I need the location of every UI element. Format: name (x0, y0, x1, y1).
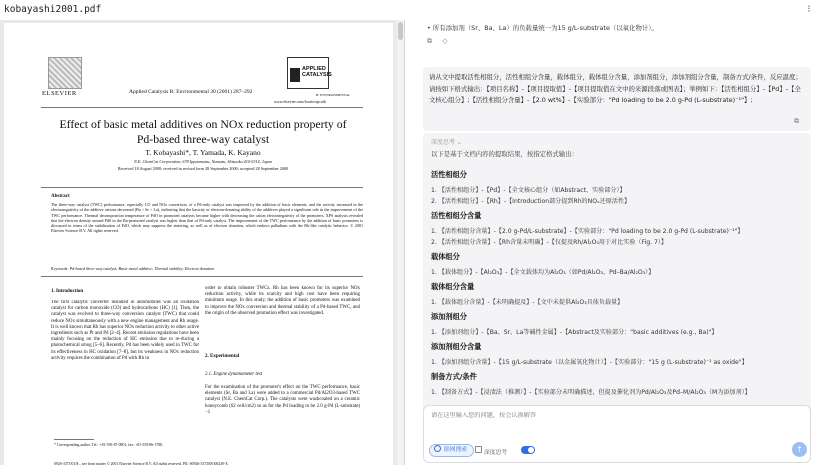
abstract-text: The three-way catalyst (TWC) performance, especially CO and NOx conversion, of a Pd-only catalyst was improved by the addition of basic elements, and the activity increased in the electronegativity of the additive cations decreased (Ba > Sr > La), indicating that the basicity or electron-donating ability of the additives played a significant role in the improvement of the TWC performance. Thermal decomposition temperature of PdO in promoted catalysts became higher with decreasing the cation electronegativity of the promoters. XPS analysis revealed that the electron density around Pd0 in the Ba-promoted catalyst was higher than that of Pd-only catalyst. The improvement of the TWC performance by the addition of basic promoters is discussed in terms of the stabilization of PdO, which may suppress the sintering, as well as of electron donation, which endows palladium with the Rh-like catalytic behavior. © 2001 Elsevier Science B.V. All rights reserved. (51, 202, 363, 234)
user-message-text: 请从文中提取活性相组分，活性相组分含量，载体组分，载体组分含量，添加剂组分，添加剂组分含量，制备方式/条件，反应温度；请按如下格式输出：【项目名称】-【项目提取值】-【项目提取值在文中的来源段落或图表】；举例如下：【活性相组分】-【Pd】-【全文核心组分】;【活性相组分含量】-【2.0 wt%】-【实验部分："Pd loading to be 2.0 g-Pd (L-substrate)⁻¹"】; (429, 73, 802, 104)
list-item: 1. 【添加剂组分】-【Ba、Sr、La等碱性金属】-【Abstract及实验部分："basic additives (e.g., Ba)"】 (431, 329, 718, 336)
chat-pane (405, 20, 819, 465)
answer-intro: 以下是基于文档内容的提取结果，按指定格式输出： (431, 150, 578, 158)
list-item: 1. 【添加剂组分含量】-【15 g/L-substrate（以金属氧化物计）】-【实验部分："15 g (L-substrate)⁻¹ as oxide"】 (431, 359, 748, 366)
kebab-icon[interactable]: ⁝ (807, 4, 811, 15)
deep-think-toggle[interactable] (521, 446, 535, 454)
copy-message-icon[interactable]: ⧉ (794, 117, 799, 125)
section-heading: 制备方式/条件 (431, 372, 477, 381)
paper-title (44, 117, 362, 147)
received-dates: Received 18 August 2000; received in revised form 28 September 2000; accepted 28 September 2000 (117, 166, 289, 171)
journal-logo (287, 57, 332, 89)
experimental-heading: 2. Experimental (205, 354, 240, 359)
list-item: 1. 【活性相组分】-【Pd】-【全文核心组分（如Abstract、实验部分）】 (431, 187, 626, 194)
copyright: 0926-3373/01/$ – see front matter © 2001 Elsevier Science B.V. All rights reserved. PII: S0926-3373(00)00249-X (54, 462, 228, 465)
section-heading: 添加剂组分含量 (431, 342, 482, 351)
intro-text: The first catalytic converter installed in automobiles was an oxidation catalyst for carbon monoxide (CO) and hydrocarbons (HC) [1]. Then, the catalyst was evolved to three-way conversion catalyst (TWC) that could reduce NOx simultaneously with a new engine management and Rh usage. It is well known that Rh has superior NOx reduction activity to other active ingredients such as Pt and Pd [2–4]. Recent emission regulations have been mainly focusing on the reduction of HC emission due to re-ducing a photochemical smog [5–6]. Recently, Pd has been widely used in TWC for its effectiveness in HC oxidation [7–8], but its weakness in NOx reduction activity requires the combination of Pd with Rh in (51, 300, 199, 361)
previous-answer-line: • 所有添加剂（Sr、Ba、La）的负载量统一为15 g/L-substrate（以氧化物计）。 (427, 24, 658, 32)
publisher-name: ELSEVIER (42, 90, 77, 97)
right-col-text: order to obtain robuster TWCs. Rh has been known for its superior NOx reduction activity, while its scarcity and high cost have been requiring minimum usage. In this study, the addition of basic promoters was examined to improve the NOx conversion and thermal stability of a Pd-based TWC, and the origin of the observed promotion effect was investigated. (205, 286, 360, 316)
chat-input[interactable] (431, 412, 731, 419)
journal-url: www.elsevier.com/locate/apcatb (274, 99, 326, 104)
user-message (423, 67, 811, 131)
keywords: Keywords: Pd-based three-way catalyst; Basic metal additive; Thermal stability; Electron donation (51, 266, 215, 271)
experimental-subheading: 2.1. Engine dynamometer test (205, 372, 263, 377)
send-button[interactable] (792, 442, 807, 457)
list-item: 1. 【制备方式】-【浸渍法（推测）】-【实验部分未明确描述，但提及催化剂为Pd/Al₂O₃及Pd–M/Al₂O₃（M为添加剂）】 (431, 389, 751, 396)
footnote-rule (54, 439, 94, 440)
journal-line: Applied Catalysis B: Environmental 30 (2001) 287–292 (129, 89, 253, 95)
assistant-answer (423, 133, 811, 423)
experimental-text: For the examination of the promoter's effect on the TWC performance, basic elements (Sr, Ba and La) were added to a commercial Pd/Al2O3-based TWC catalyst (N.E. ChemCat Corp.). The catalysts were washcoated on a ceramic honeycomb (62 cell/cm2) so as for the Pd loading to be 2.0 g-Pd (L-substrate)−1 (205, 385, 360, 415)
authors: T. Kobayashi*, T. Yamada, K. Kayano (145, 148, 261, 157)
copy-icon[interactable]: ⧉ ◇ (427, 37, 452, 45)
web-search-label: 联网搜索 (444, 447, 468, 453)
elsevier-tree-logo (48, 57, 82, 89)
pdf-page (4, 23, 393, 465)
pdf-viewer[interactable] (0, 20, 404, 465)
list-item: 1. 【载体组分】-【Al₂O₃】-【全文载体均为Al₂O₃（如Pd/Al₂O₃、Pd–Ba/Al₂O₃）】 (431, 269, 655, 276)
list-item: 2. 【活性相组分含量】-【Rh含量未明确】-【仅提及Rh/Al₂O₃用于对比实验（Fig. 7）】 (431, 239, 667, 246)
section-heading: 活性相组分 (431, 170, 467, 179)
journal-logo-sub: B: ENVIRONMENTAL (316, 93, 351, 97)
section-heading: 添加剂组分 (431, 312, 467, 321)
paper-title-line2: Pd-based three-way catalyst (136, 132, 270, 146)
deep-think-collapse[interactable]: 深度思考 ⌄ (431, 139, 462, 146)
pdf-scroll-thumb[interactable] (398, 22, 403, 40)
footnote: * Corresponding author. Tel.: +81-559-87-0801; fax: +81-559-86-1788. (54, 443, 163, 447)
deep-think-label: 深度思考 (484, 450, 508, 456)
file-name: kobayashi2001.pdf (4, 4, 102, 15)
paper-title-line1: Effect of basic metal additives on NOx reduction property of (59, 117, 347, 131)
section-heading: 活性相组分含量 (431, 211, 482, 220)
web-search-button[interactable] (429, 444, 474, 457)
journal-logo-text: APPLIED CATALYSIS (302, 66, 332, 78)
section-heading: 载体组分含量 (431, 282, 475, 291)
title-bar (0, 0, 819, 20)
previous-answer-actions[interactable] (427, 37, 452, 46)
list-item: 1. 【载体组分含量】-【未明确提及】-【文中未提供Al₂O₃具体负载量】 (431, 299, 624, 306)
section-heading: 载体组分 (431, 252, 460, 261)
chat-input-box[interactable] (423, 405, 811, 463)
intro-heading: 1. Introduction (51, 289, 84, 294)
list-item: 1. 【活性相组分含量】-【2.0 g-Pd/L-substrate】-【实验部分："Pd loading to be 2.0 g-Pd (L-substrate)⁻¹"】 (431, 228, 744, 235)
affiliation: N.E. ChemCat Corporation, 678 Ipponmatsu, Numazu, Shizuoka 410-0314, Japan (134, 159, 272, 164)
arrow-up-icon: ↑ (796, 445, 803, 454)
list-item: 2. 【活性相组分】-【Rh】-【Introduction部分提到Rh的NOₓ还原活性】 (431, 198, 631, 205)
abstract-heading: Abstract (51, 194, 70, 199)
abstract-rule-top (41, 187, 363, 188)
pdf-scrollbar[interactable] (397, 20, 404, 465)
journal-logo-mark (290, 68, 300, 82)
abstract-rule-bottom (41, 276, 363, 277)
toggle-knob (528, 447, 534, 453)
globe-icon (434, 445, 441, 452)
deep-think-icon (475, 446, 482, 453)
header-rule (41, 107, 363, 108)
